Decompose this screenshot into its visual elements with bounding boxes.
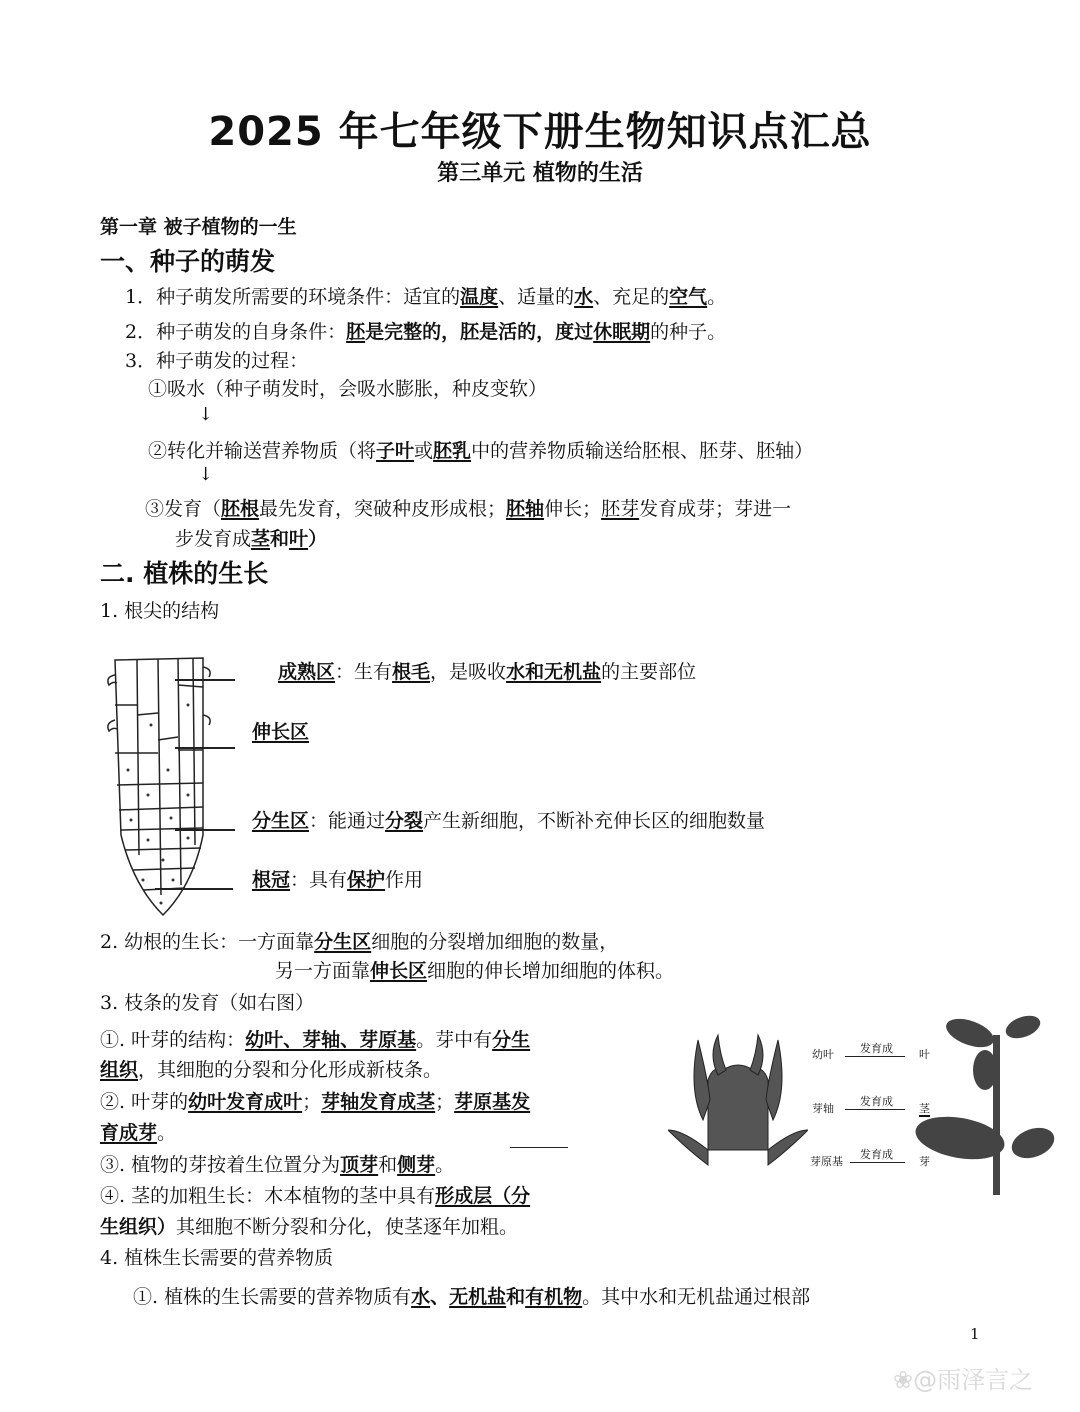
- keyword: 叶: [289, 528, 309, 550]
- text: 细胞的分裂增加细胞的数量，: [371, 931, 619, 953]
- page-number: 1: [970, 1325, 980, 1343]
- text: 2. 幼根的生长：一方面靠: [100, 931, 315, 953]
- text: 和: [378, 1154, 398, 1176]
- watermark-text: @雨泽言之: [913, 1366, 1034, 1394]
- bud-structure-line2: [100, 1055, 442, 1082]
- text: ③. 植物的芽按着生位置分为: [100, 1154, 341, 1176]
- keyword: 胚芽: [601, 498, 640, 520]
- zone-elongation: [252, 717, 309, 744]
- keyword: 胚轴: [506, 498, 545, 520]
- down-arrow-icon: ↓: [198, 404, 214, 425]
- keyword: 顶芽: [340, 1154, 379, 1176]
- keyword: 分裂: [385, 810, 424, 832]
- keyword: 伸长区: [370, 960, 428, 982]
- unit-subtitle: 第三单元 植物的生活: [437, 161, 643, 186]
- keyword: 幼叶、芽轴、芽原基: [245, 1029, 417, 1051]
- text: 发育成芽；芽进一: [639, 498, 792, 520]
- text: 。芽中有: [416, 1029, 493, 1051]
- branch-development-title: 3. 枝条的发育（如右图）: [100, 992, 315, 1014]
- text: 作用: [385, 869, 424, 891]
- zone-name: 成熟区: [278, 661, 336, 683]
- process-step-2: [148, 436, 813, 463]
- text: ）: [308, 528, 328, 550]
- keyword: 幼叶发育成叶: [188, 1091, 303, 1113]
- bud-result-leaf: 叶: [919, 1048, 930, 1061]
- text: 和: [506, 1286, 526, 1308]
- leader-line: [175, 679, 235, 681]
- text: 。: [707, 286, 727, 308]
- keyword: 胚根: [221, 498, 260, 520]
- keyword: 胚: [346, 321, 366, 343]
- stem-thickening-line1: [100, 1181, 530, 1208]
- keyword: 保护: [347, 869, 386, 891]
- keyword: 根毛: [392, 661, 431, 683]
- develops-into-label: 发育成: [860, 1148, 893, 1161]
- keyword: 分生: [492, 1029, 531, 1051]
- section-heading-seed-germination: 一、种子的萌发: [100, 247, 276, 276]
- text: ①. 植株的生长需要的营养物质有: [133, 1286, 412, 1308]
- section-heading-plant-growth: 二. 植株的生长: [100, 559, 269, 588]
- germination-process-title: 3．种子萌发的过程：: [125, 350, 309, 372]
- keyword: 有机物: [525, 1286, 583, 1308]
- zone-name: 分生区: [252, 810, 310, 832]
- develops-into-label: 发育成: [860, 1042, 893, 1055]
- keyword: 侧芽: [397, 1154, 436, 1176]
- nutrients-item-1: [133, 1282, 810, 1309]
- text: 。: [157, 1122, 177, 1144]
- keyword: 空气: [669, 286, 708, 308]
- text: ；: [302, 1091, 322, 1113]
- text: ①. 叶芽的结构：: [100, 1029, 246, 1051]
- germination-env-conditions: [125, 282, 726, 309]
- text: 。: [435, 1154, 455, 1176]
- text: 的主要部位: [601, 661, 697, 683]
- bud-result-bud: 芽: [919, 1155, 930, 1168]
- text: ；: [435, 1091, 455, 1113]
- text: 、: [430, 1286, 450, 1308]
- process-step-3: [145, 494, 791, 521]
- bud-development-line2: [100, 1118, 176, 1145]
- text: ：能通过: [309, 810, 386, 832]
- leader-line: [175, 747, 235, 749]
- root-tip-title: 1. 根尖的结构: [100, 600, 220, 622]
- keyword: 芽原基发: [454, 1091, 531, 1113]
- zone-maturation: [278, 657, 696, 684]
- keyword: 水: [411, 1286, 431, 1308]
- text: 2．种子萌发的自身条件：: [125, 321, 347, 343]
- root-growth-line1: [100, 927, 618, 954]
- text: 步发育成: [175, 528, 252, 550]
- root-growth-line2: [275, 956, 674, 983]
- keyword: 茎: [251, 528, 271, 550]
- arrow-line: [850, 1162, 905, 1163]
- text: 中的营养物质输送给胚根、胚芽、胚轴）: [471, 440, 814, 462]
- text: 最先发育，突破种皮形成根；: [259, 498, 507, 520]
- zone-root-cap: [252, 865, 423, 892]
- text: 的种子。: [650, 321, 727, 343]
- down-arrow-icon: ↓: [198, 464, 214, 485]
- text: ②转化并输送营养物质（将: [148, 440, 377, 462]
- develops-into-label: 发育成: [860, 1095, 893, 1108]
- arrow-line: [845, 1109, 905, 1110]
- chapter-heading: 第一章 被子植物的一生: [100, 216, 297, 238]
- watermark: [893, 1360, 1033, 1395]
- text: ：生有: [335, 661, 393, 683]
- text: 、充足的: [593, 286, 670, 308]
- arrow-line: [845, 1056, 905, 1057]
- zone-meristem: [252, 806, 765, 833]
- page-title: 2025 年七年级下册生物知识点汇总: [208, 109, 872, 155]
- bud-part-bud-axis: 芽轴: [812, 1102, 834, 1115]
- leader-line: [155, 888, 233, 890]
- bud-part-young-leaf: 幼叶: [812, 1048, 834, 1061]
- keyword: 是完整的，胚是活的，度过: [365, 321, 594, 343]
- keyword: 芽轴发育成茎: [321, 1091, 436, 1113]
- text: ②. 叶芽的: [100, 1091, 189, 1113]
- root-tip-diagram: [103, 655, 243, 920]
- zone-name: 根冠: [252, 869, 291, 891]
- keyword: 水: [574, 286, 594, 308]
- bud-position-types: [100, 1150, 454, 1177]
- keyword: 子叶: [376, 440, 415, 462]
- text: ：具有: [290, 869, 348, 891]
- text: 伸长；: [544, 498, 602, 520]
- paw-icon: ❀: [893, 1366, 914, 1394]
- keyword: 分生区: [314, 931, 372, 953]
- keyword: 温度: [460, 286, 499, 308]
- text: 和: [270, 528, 290, 550]
- keyword: 无机盐: [449, 1286, 507, 1308]
- process-step-1: ①吸水（种子萌发时，会吸水膨胀，种皮变软）: [148, 378, 548, 400]
- bud-structure-line1: [100, 1025, 530, 1052]
- zone-name: 伸长区: [252, 721, 310, 743]
- leader-line: [175, 829, 235, 831]
- text: 1．种子萌发所需要的环境条件：适宜的: [125, 286, 461, 308]
- text: 其细胞不断分裂和分化，使茎逐年加粗。: [176, 1216, 519, 1238]
- leaf-bud-illustration: [668, 1030, 808, 1170]
- text: ，其细胞的分裂和分化形成新枝条。: [138, 1059, 443, 1081]
- nutrients-title: 4. 植株生长需要的营养物质: [100, 1247, 334, 1269]
- keyword: 育成芽: [100, 1122, 158, 1144]
- shoot-illustration: [915, 1015, 1055, 1195]
- bud-result-stem: 茎: [919, 1102, 930, 1115]
- text: ③发育（: [145, 498, 222, 520]
- keyword: 形成层（分: [435, 1185, 531, 1207]
- blank-line: [510, 1147, 568, 1148]
- text: 产生新细胞，不断补充伸长区的细胞数量: [423, 810, 766, 832]
- text: 另一方面靠: [275, 960, 371, 982]
- text: 或: [414, 440, 434, 462]
- germination-self-conditions: [125, 317, 726, 344]
- keyword: 组织: [100, 1059, 139, 1081]
- text: ④. 茎的加粗生长：木本植物的茎中具有: [100, 1185, 436, 1207]
- keyword: 生组织）: [100, 1216, 177, 1238]
- keyword: 休眠期: [593, 321, 651, 343]
- keyword: 水和无机盐: [506, 661, 602, 683]
- keyword: 胚乳: [433, 440, 472, 462]
- stem-thickening-line2: [100, 1212, 518, 1239]
- text: ，是吸收: [430, 661, 507, 683]
- text: 。其中水和无机盐通过根部: [582, 1286, 811, 1308]
- text: 细胞的伸长增加细胞的体积。: [427, 960, 675, 982]
- text: 、适量的: [498, 286, 575, 308]
- bud-part-bud-primordium: 芽原基: [810, 1155, 843, 1168]
- bud-development-line1: [100, 1087, 530, 1114]
- process-step-3-cont: [175, 524, 327, 551]
